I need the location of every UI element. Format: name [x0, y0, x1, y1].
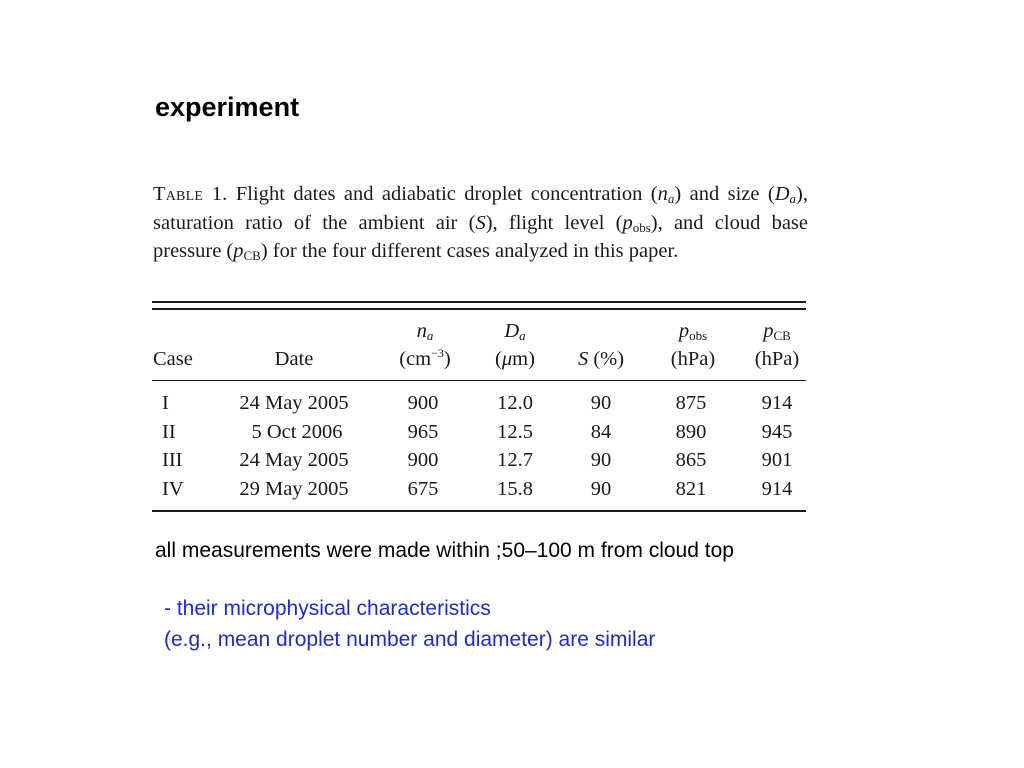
caption-subscript: a: [667, 191, 675, 206]
table-bottom-rule: [152, 510, 806, 512]
cell-da: 12.7: [497, 449, 533, 471]
cell-date: 5 Oct 2006: [251, 421, 343, 443]
cell-case: III: [162, 449, 183, 471]
cell-case: IV: [162, 478, 184, 500]
cell-case: II: [162, 421, 176, 443]
caption-subscript: a: [789, 191, 797, 206]
similarity-note-line-1: - their microphysical characteristics: [164, 597, 491, 620]
similarity-note-line-2: (e.g., mean droplet number and diameter) are similar: [164, 628, 656, 651]
cell-na: 965: [407, 421, 439, 443]
caption-subscript: obs: [632, 219, 651, 235]
cell-na: 675: [407, 478, 439, 500]
table-caption: [153, 180, 808, 266]
cell-pcb: 945: [761, 421, 793, 443]
cell-s: 90: [590, 449, 612, 471]
caption-symbol: n: [657, 183, 668, 205]
caption-symbol: S: [475, 211, 486, 234]
cell-na: 900: [407, 392, 439, 414]
slide-title: experiment: [155, 92, 300, 122]
caption-text: ), flight level (: [485, 211, 623, 234]
caption-symbol: p: [233, 240, 244, 263]
header-na-unit: $(cm^{-3})$: [399, 346, 451, 370]
header-pcb-unit: (hPa): [754, 348, 800, 370]
caption-symbol: p: [622, 211, 633, 234]
cell-pobs: 890: [675, 421, 707, 443]
table-header-rule: [152, 380, 806, 381]
table-top-rule: [152, 308, 806, 310]
cell-pcb: 901: [761, 449, 793, 471]
header-na-symbol: $n_a$: [416, 320, 434, 343]
cell-pcb: 914: [761, 392, 793, 414]
header-date: Date: [274, 348, 314, 370]
cell-case: I: [162, 392, 169, 414]
cell-pobs: 875: [675, 392, 707, 414]
header-da-symbol: $D_a$: [504, 320, 526, 343]
table-top-rule: [152, 301, 806, 303]
header-case: Case: [153, 348, 193, 370]
caption-tag: Table 1.: [153, 183, 228, 205]
cell-pobs: 821: [675, 478, 707, 500]
cell-da: 12.5: [497, 421, 533, 443]
caption-text: Flight dates and adiabatic droplet concentration (: [227, 183, 658, 205]
cell-date: 29 May 2005: [239, 478, 349, 500]
header-pcb-symbol: $p_{CB}$: [763, 320, 791, 343]
caption-text: ) and size (: [674, 183, 775, 205]
cell-da: 12.0: [497, 392, 533, 414]
cell-da: 15.8: [497, 478, 533, 500]
measurement-note: all measurements were made within ;50–100 m from cloud top: [155, 539, 734, 562]
cell-s: 84: [590, 421, 612, 443]
caption-text: ), and cloud base pressure (: [153, 211, 809, 263]
caption-text: ), saturation ratio of the ambient air (: [153, 183, 808, 234]
caption-symbol: D: [774, 183, 790, 205]
cell-pcb: 914: [761, 478, 793, 500]
header-da-unit: (μm): [495, 348, 535, 370]
cell-pobs: 865: [675, 449, 707, 471]
cell-date: 24 May 2005: [239, 392, 349, 414]
cell-na: 900: [407, 449, 439, 471]
cell-s: 90: [590, 478, 612, 500]
caption-subscript: CB: [243, 248, 261, 264]
cell-date: 24 May 2005: [239, 449, 349, 471]
header-s: S (%): [577, 348, 625, 370]
header-pobs-unit: (hPa): [670, 348, 716, 370]
header-pobs-symbol: $p_{obs}$: [678, 320, 708, 343]
caption-text: ) for the four different cases analyzed in this paper.: [260, 240, 679, 263]
cell-s: 90: [590, 392, 612, 414]
